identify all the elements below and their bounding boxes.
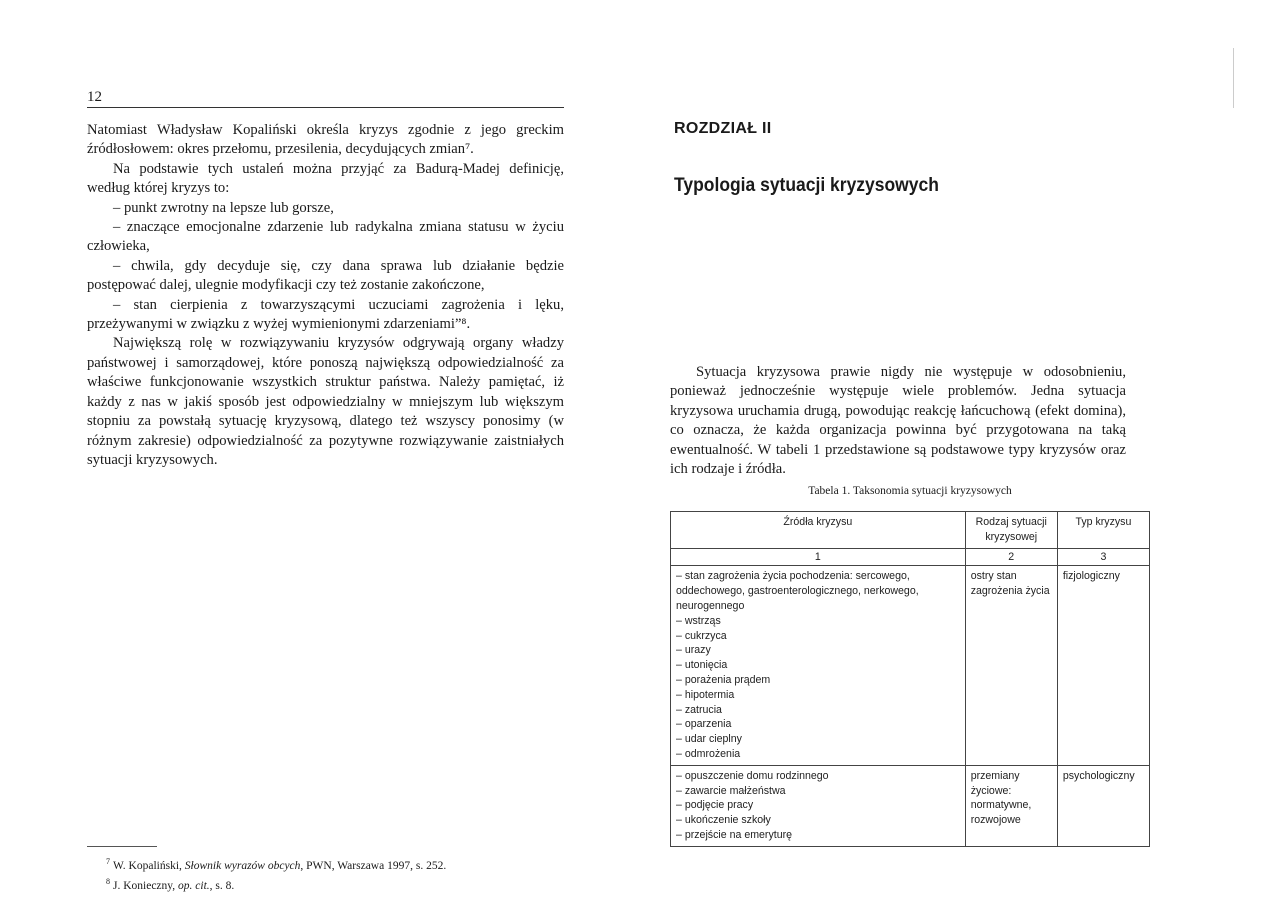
footnotes: [106, 854, 566, 894]
column-number: 1: [671, 548, 966, 566]
definition-item: – punkt zwrotny na lepsze lub gorsze,: [113, 199, 334, 216]
left-body-text: [87, 121, 564, 470]
sources-list: [676, 569, 960, 761]
footnote-mark: 7: [106, 857, 110, 866]
source-item: – urazy: [676, 643, 960, 658]
source-item: – stan zagrożenia życia pochodzenia: sercowego, oddechowego, gastroenterologicznego, nerkowego, neurogennego: [676, 569, 960, 613]
table-caption: Tabela 1. Taksonomia sytuacji kryzysowych: [808, 485, 1012, 497]
definition-item: – chwila, gdy decyduje się, czy dana sprawa lub działanie będzie postępować dalej, ulegnie modyfikacji czy też zostanie zakończone,: [87, 257, 564, 294]
chapter-title: Typologia sytuacji kryzysowych: [674, 175, 939, 196]
left-page: [0, 0, 620, 918]
kind-cell: ostry stan zagrożenia życia: [965, 566, 1057, 765]
definition-item: – stan cierpienia z towarzyszącymi uczuciami zagrożenia i lęku, przeżywanymi w związku z wyżej wymienionymi zdarzeniami”⁸.: [87, 296, 564, 333]
header-rule: [87, 107, 564, 108]
column-number: 2: [965, 548, 1057, 566]
sources-cell: [671, 566, 966, 765]
page-number: 12: [87, 89, 102, 105]
table-row: [671, 566, 1150, 765]
source-item: – opuszczenie domu rodzinnego: [676, 769, 960, 784]
definition-item: – znaczące emocjonalne zdarzenie lub radykalna zmiana statusu w życiu człowieka,: [87, 219, 564, 255]
source-item: – odmrożenia: [676, 747, 960, 762]
footnote-rule: [87, 846, 157, 847]
source-item: – ukończenie szkoły: [676, 813, 960, 828]
table-header-kind: Rodzaj sytuacji kryzysowej: [965, 512, 1057, 549]
sources-list: [676, 769, 960, 843]
right-page: [630, 0, 1263, 918]
paragraph: Na podstawie tych ustaleń można przyjąć za Badurą-Madej definicję, według której kryzys to:: [87, 160, 564, 197]
source-item: – udar cieplny: [676, 732, 960, 747]
intro-text: [670, 363, 1126, 479]
footnote: [106, 854, 566, 874]
source-item: – utonięcia: [676, 658, 960, 673]
paragraph: Sytuacja kryzysowa prawie nigdy nie występuje w odosobnieniu, ponieważ jednocześnie występuje wiele problemów. Jedna sytuacja kryzysowa uruchamia drugą, powodując reakcję łańcuchową (efekt domina), co oznacza, że każda organizacja powinna być przygotowana na taką ewentualność. W tabeli 1 przedstawione są podstawowe typy kryzysów oraz ich rodzaje i źródła.: [670, 364, 1126, 478]
source-item: – zawarcie małżeństwa: [676, 784, 960, 799]
paragraph: Natomiast Władysław Kopaliński określa kryzys zgodnie z jego greckim źródłosłowem: okres przełomu, przesilenia, decydujących zmian⁷.: [87, 122, 564, 158]
source-item: – hipotermia: [676, 688, 960, 703]
source-item: – podjęcie pracy: [676, 798, 960, 813]
type-cell: fizjologiczny: [1057, 566, 1149, 765]
table-header-type: Typ kryzysu: [1057, 512, 1149, 549]
source-item: – wstrząs: [676, 614, 960, 629]
source-item: – przejście na emeryturę: [676, 828, 960, 843]
table-column-numbers: [671, 548, 1150, 566]
footnote-details: , PWN, Warszawa 1997, s. 252.: [300, 859, 447, 872]
source-item: – zatrucia: [676, 703, 960, 718]
footnote: [106, 874, 566, 894]
footnote-title: op. cit.: [178, 879, 210, 892]
paragraph: Największą rolę w rozwiązywaniu kryzysów odgrywają organy władzy państwowej i samorządowej, które ponoszą największą odpowiedzialność za właściwe funkcjonowanie wszystkich struktur państwa. Należy pamiętać, iż każdy z nas w jakiś sposób jest odpowiedzialny w mniejszym lub większym stopniu za powstałą sytuację kryzysową, dlatego też wszyscy ponosimy (w różnym zakresie) odpowiedzialność za pozytywne rozwiązywanie zaistniałych sytuacji kryzysowych.: [87, 335, 564, 468]
column-number: 3: [1057, 548, 1149, 566]
kind-cell: przemiany życiowe: normatywne, rozwojowe: [965, 765, 1057, 846]
type-cell: psychologiczny: [1057, 765, 1149, 846]
source-item: – oparzenia: [676, 717, 960, 732]
footnote-details: , s. 8.: [209, 879, 235, 892]
footnote-author: J. Konieczny,: [113, 879, 179, 892]
source-item: – cukrzyca: [676, 629, 960, 644]
table-row: [671, 765, 1150, 846]
taxonomy-table: [670, 511, 1150, 847]
footnote-mark: 8: [106, 876, 110, 886]
source-item: – porażenia prądem: [676, 673, 960, 688]
table-header-sources: Źródła kryzysu: [671, 512, 966, 549]
table-header-row: [671, 512, 1150, 549]
chapter-label: ROZDZIAŁ II: [674, 120, 772, 137]
scan-edge-mark: [1233, 48, 1234, 108]
footnote-title: Słownik wyrazów obcych: [184, 859, 301, 872]
sources-cell: [671, 765, 966, 846]
footnote-author: W. Kopaliński,: [113, 859, 185, 872]
